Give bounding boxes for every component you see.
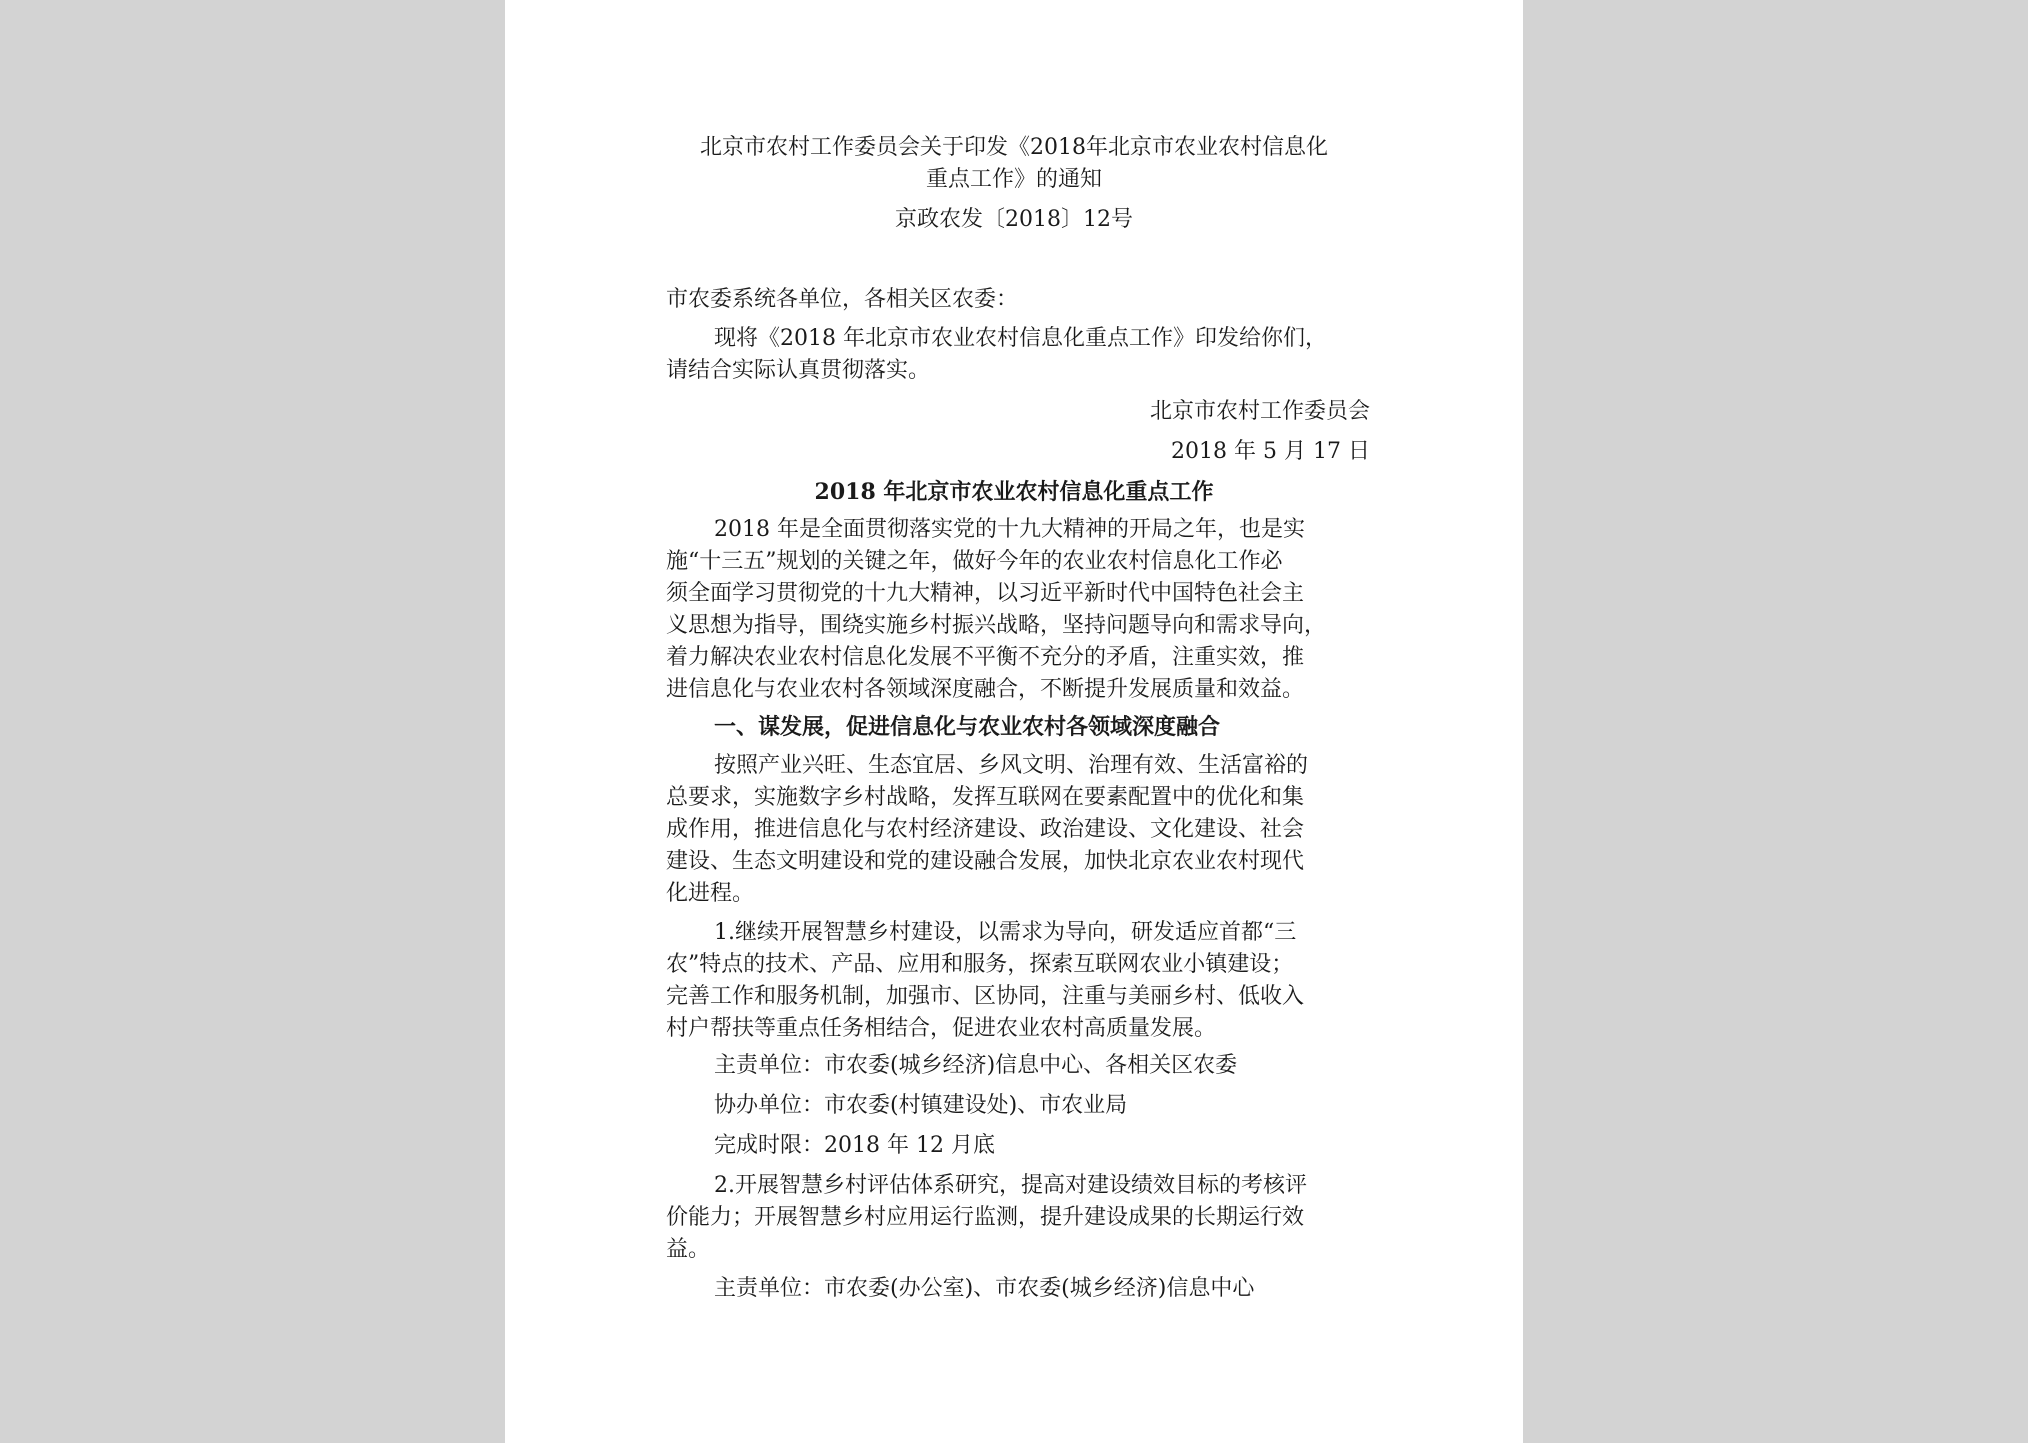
document-page xyxy=(505,0,1523,1443)
salutation: 市农委系统各单位，各相关区农委： xyxy=(666,287,1019,312)
issue-date: 2018 年 5 月 17 日 xyxy=(1171,439,1370,464)
item1-deadline: 完成时限：2018 年 12 月底 xyxy=(714,1133,995,1158)
para1-line-4: 义思想为指导，围绕实施乡村振兴战略，坚持问题导向和需求导向， xyxy=(666,613,1327,638)
para2-line-3: 成作用，推进信息化与农村经济建设、政治建设、文化建设、社会 xyxy=(666,817,1305,842)
document-title-line-2: 重点工作》的通知 xyxy=(925,167,1102,192)
document-number: 京政农发〔2018〕12号 xyxy=(895,207,1133,232)
item1-line-2: 农”特点的技术、产品、应用和服务，探索互联网农业小镇建设； xyxy=(666,952,1294,977)
item1-line-1: 1.继续开展智慧乡村建设，以需求为导向，研发适应首都“三 xyxy=(714,920,1297,945)
item2-line-2: 价能力；开展智慧乡村应用运行监测，提升建设成果的长期运行效 xyxy=(666,1205,1305,1230)
issuer-signature: 北京市农村工作委员会 xyxy=(1149,399,1370,424)
item2-line-3: 益。 xyxy=(666,1237,711,1262)
main-heading: 2018 年北京市农业农村信息化重点工作 xyxy=(814,479,1214,505)
para1-line-3: 须全面学习贯彻党的十九大精神，以习近平新时代中国特色社会主 xyxy=(666,581,1305,606)
document-title-line-1: 北京市农村工作委员会关于印发《2018年北京市农业农村信息化 xyxy=(700,135,1328,160)
item2-lead-unit: 主责单位：市农委(办公室)、市农委(城乡经济)信息中心 xyxy=(714,1276,1255,1301)
para2-line-2: 总要求，实施数字乡村战略，发挥互联网在要素配置中的优化和集 xyxy=(666,785,1305,810)
item2-line-1: 2.开展智慧乡村评估体系研究，提高对建设绩效目标的考核评 xyxy=(714,1173,1307,1198)
intro-line-2: 请结合实际认真贯彻落实。 xyxy=(666,358,931,383)
para1-line-6: 进信息化与农业农村各领域深度融合，不断提升发展质量和效益。 xyxy=(666,677,1305,702)
para1-line-2: 施“十三五”规划的关键之年，做好今年的农业农村信息化工作必 xyxy=(666,549,1283,574)
para1-line-5: 着力解决农业农村信息化发展不平衡不充分的矛盾，注重实效，推 xyxy=(666,645,1305,670)
item1-assist-unit: 协办单位：市农委(村镇建设处)、市农业局 xyxy=(714,1093,1128,1118)
item1-lead-unit: 主责单位：市农委(城乡经济)信息中心、各相关区农委 xyxy=(714,1053,1238,1078)
intro-line-1: 现将《2018 年北京市农业农村信息化重点工作》印发给你们， xyxy=(714,326,1327,351)
para2-line-1: 按照产业兴旺、生态宜居、乡风文明、治理有效、生活富裕的 xyxy=(714,753,1309,778)
para1-line-1: 2018 年是全面贯彻落实党的十九大精神的开局之年，也是实 xyxy=(714,517,1305,542)
section1-heading: 一、谋发展，促进信息化与农业农村各领域深度融合 xyxy=(714,714,1221,740)
item1-line-4: 村户帮扶等重点任务相结合，促进农业农村高质量发展。 xyxy=(666,1016,1217,1041)
para2-line-4: 建设、生态文明建设和党的建设融合发展，加快北京农业农村现代 xyxy=(666,849,1305,874)
para2-line-5: 化进程。 xyxy=(666,881,755,906)
item1-line-3: 完善工作和服务机制，加强市、区协同，注重与美丽乡村、低收入 xyxy=(666,984,1305,1009)
